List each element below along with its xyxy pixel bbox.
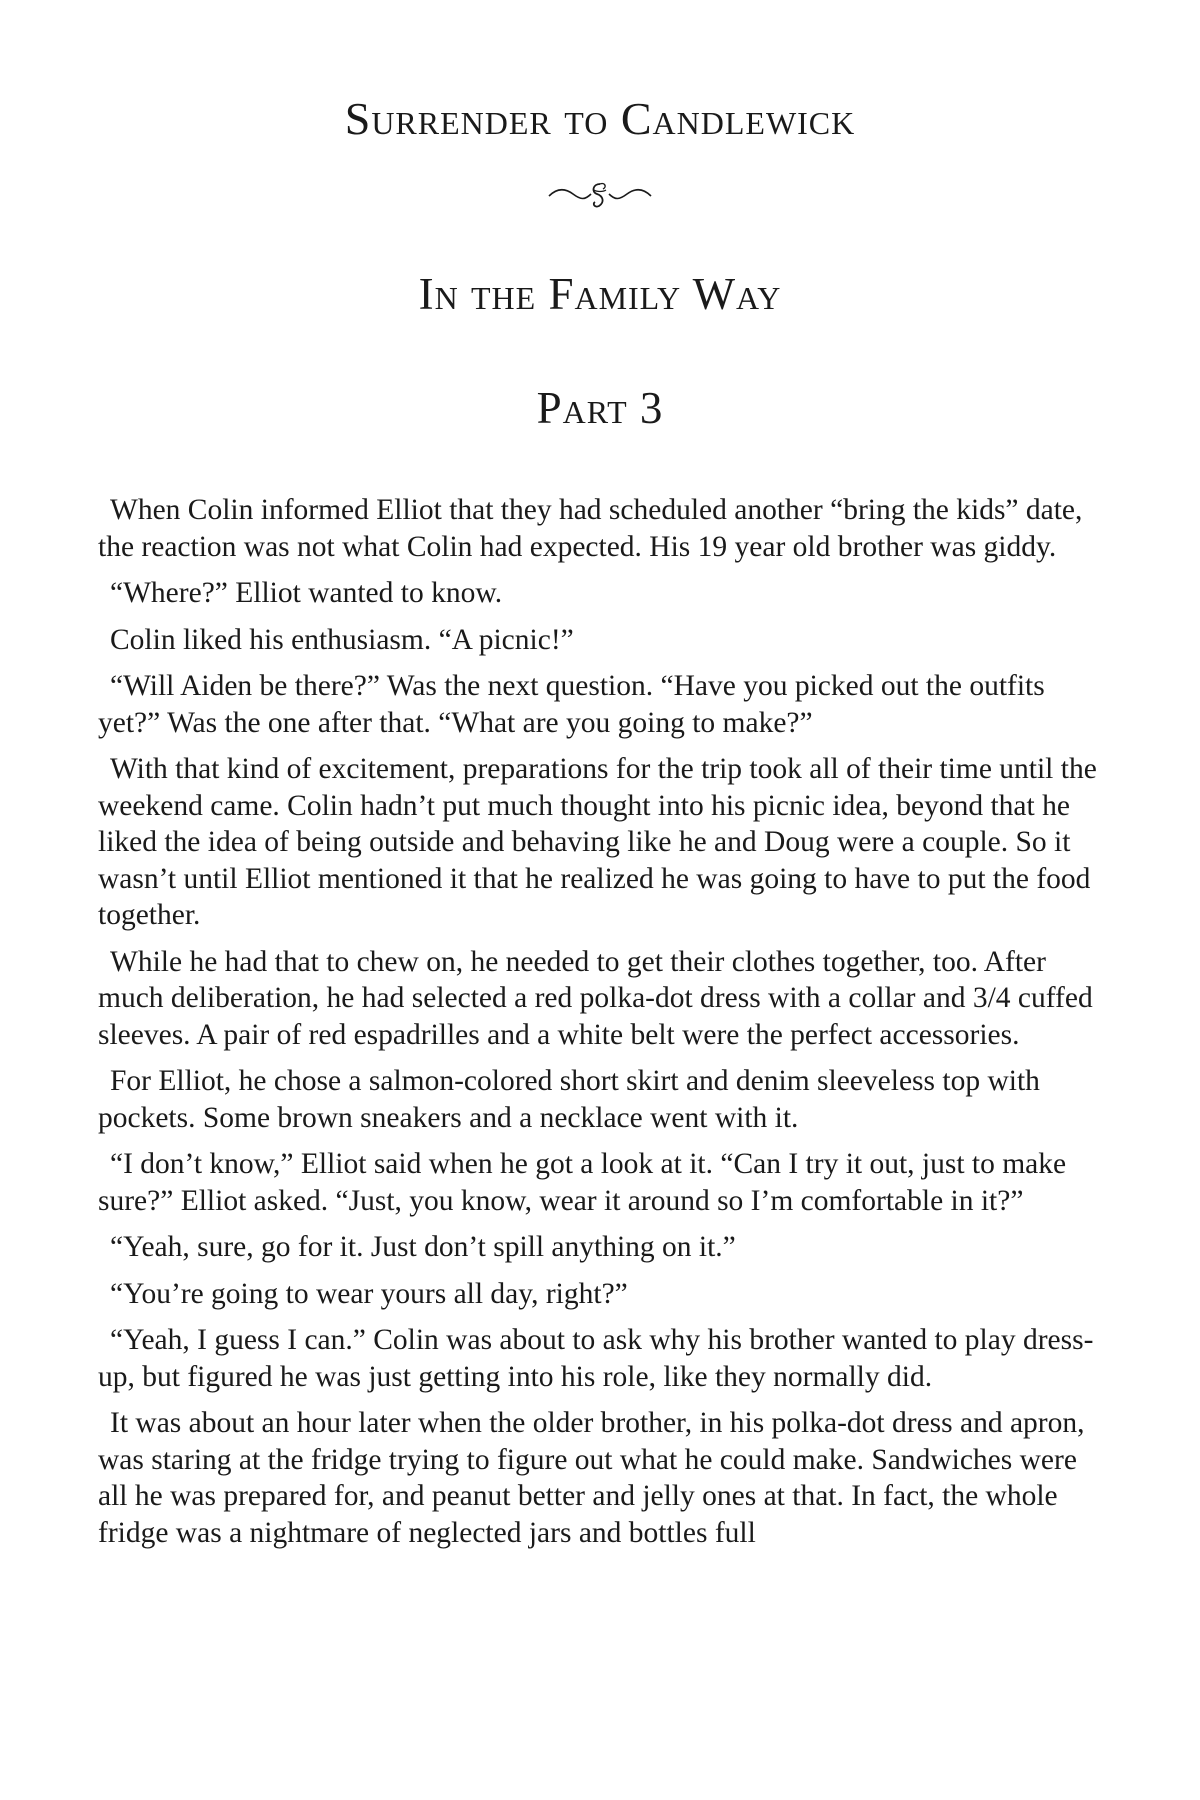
part-title: Part 3: [536, 383, 664, 433]
paragraph: “I don’t know,” Elliot said when he got a look at it. “Can I try it out, just to make sure?” Elliot asked. “Just, you know, wear it around so I’m comfortable in it?”: [98, 1148, 1067, 1217]
book-title: Surrender to Candlewick: [344, 93, 856, 144]
paragraph: When Colin informed Elliot that they had scheduled another “bring the kids” date, the reaction was not what Colin had expected. His 19 year old brother was giddy.: [98, 494, 1083, 563]
paragraph: “Where?” Elliot wanted to know.: [110, 577, 503, 609]
chapter-title: In the Family Way: [418, 269, 782, 319]
paragraph: For Elliot, he chose a salmon-colored short skirt and denim sleeveless top with pockets. Some brown sneakers and a necklace went with it.: [98, 1065, 1040, 1134]
paragraph: “You’re going to wear yours all day, right?”: [110, 1277, 628, 1310]
paragraph: “Will Aiden be there?” Was the next question. “Have you picked out the outfits yet?” Was the one after that. “What are you going to make?”: [98, 670, 1045, 739]
paragraph: “Yeah, I guess I can.” Colin was about to ask why his brother wanted to play dress-up, but figured he was just getting into his role, like they normally did.: [98, 1324, 1094, 1393]
paragraph: With that kind of excitement, preparations for the trip took all of their time until the weekend came. Colin hadn’t put much thought into his picnic idea, beyond that he liked the idea of being outside and behaving like he and Doug were a couple. So it wasn’t until Elliot mentioned it that he realized he was going to have to put the food together.: [98, 753, 1097, 931]
paragraph: “Yeah, sure, go for it. Just don’t spill anything on it.”: [110, 1231, 736, 1263]
scroll-flourish-icon: [0, 178, 1200, 217]
paragraph: It was about an hour later when the older brother, in his polka-dot dress and apron, was staring at the fridge trying to figure out what he could make. Sandwiches were all he was prepared for, and peanut better and jelly ones at that. In fact, the whole fridge was a nightmare of neglected jars and bottles full: [98, 1407, 1085, 1549]
paragraph: While he had that to chew on, he needed to get their clothes together, too. After much deliberation, he had selected a red polka-dot dress with a collar and 3/4 cuffed sleeves. A pair of red espadrilles and a white belt were the perfect accessories.: [98, 945, 1093, 1051]
body-text: [98, 492, 1102, 1561]
paragraph: Colin liked his enthusiasm. “A picnic!”: [110, 623, 574, 656]
